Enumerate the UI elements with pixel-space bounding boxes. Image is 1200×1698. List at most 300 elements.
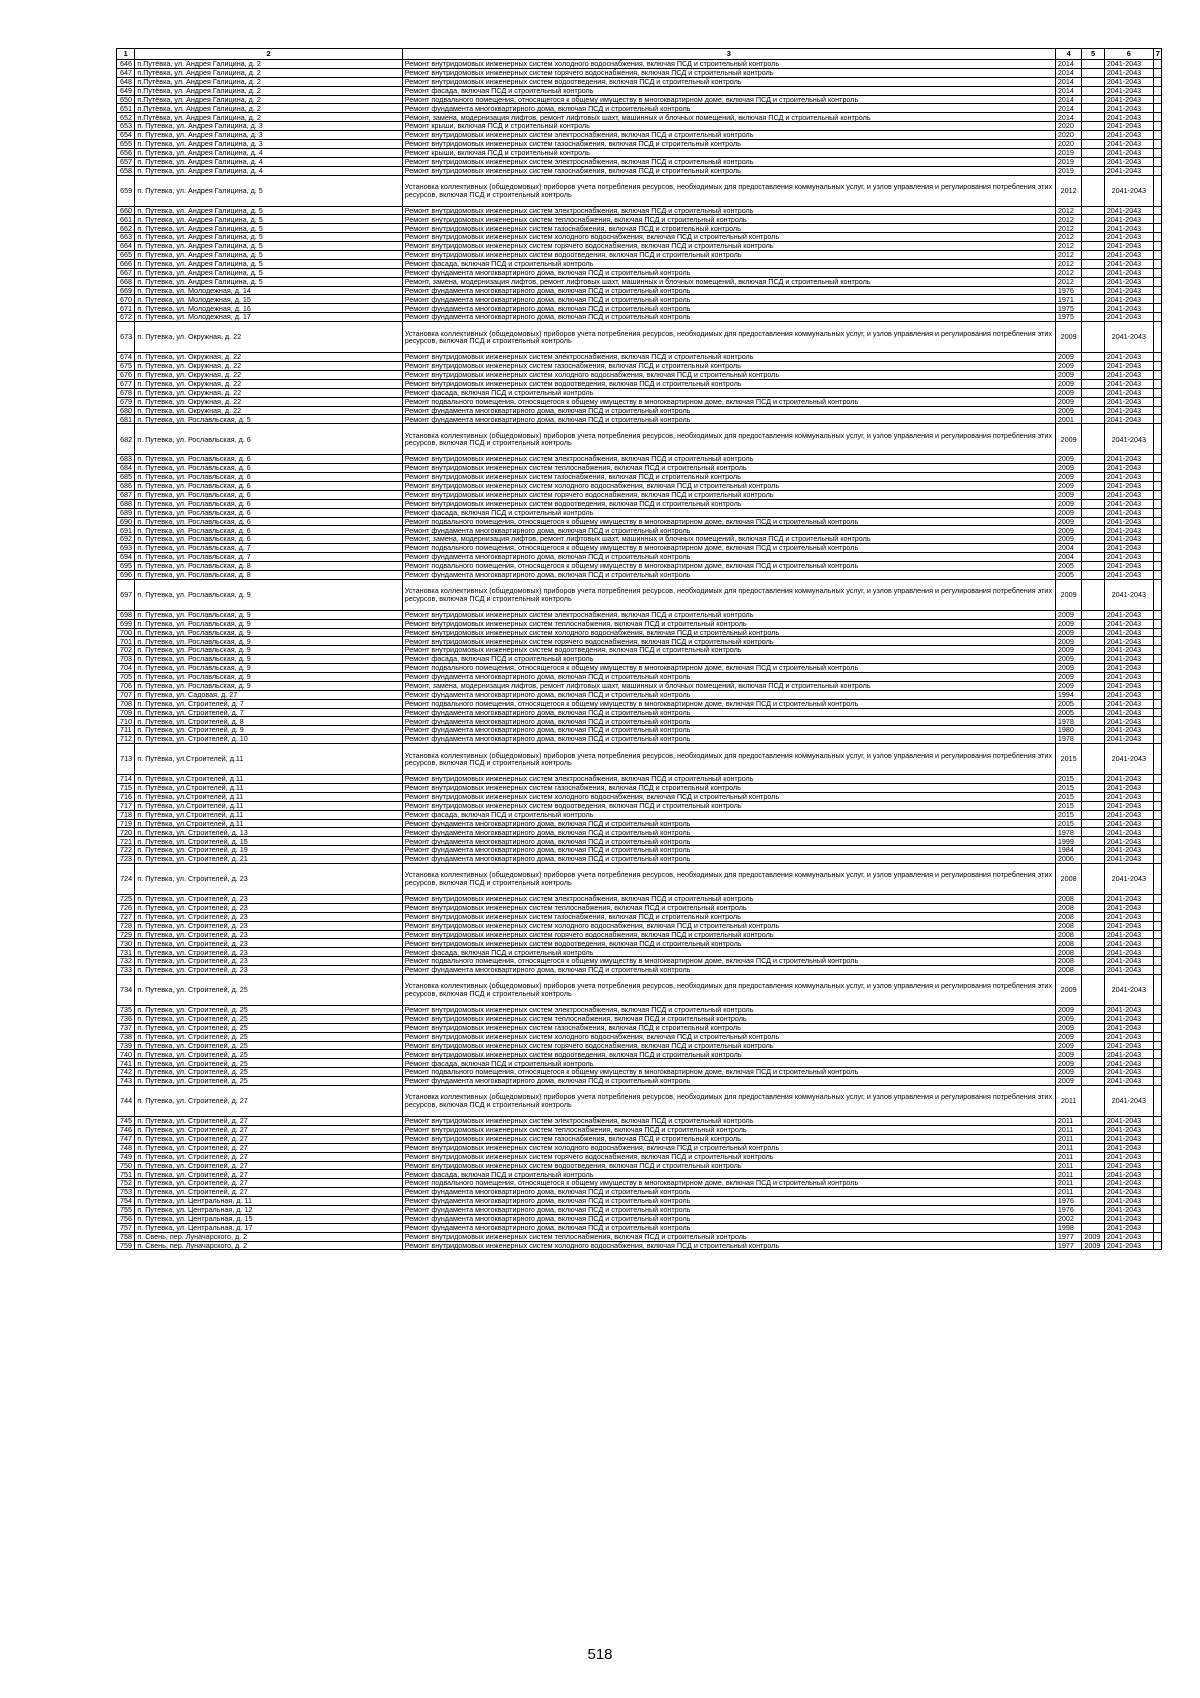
col7-cell (1153, 113, 1161, 122)
row-number: 741 (117, 1059, 135, 1068)
period-cell: 2041-2043 (1104, 157, 1153, 166)
table-row (117, 699, 1162, 708)
year-cell: 1984 (1055, 846, 1082, 855)
year2-cell (1082, 95, 1104, 104)
table-row (117, 1006, 1162, 1015)
row-number: 748 (117, 1143, 135, 1152)
period-cell: 2041-2043 (1104, 1170, 1153, 1179)
period-cell: 2041-2043 (1104, 1152, 1153, 1161)
period-cell: 2041-2043 (1104, 1014, 1153, 1023)
year2-cell (1082, 957, 1104, 966)
address-cell: п. Путевка, ул. Строителей, д. 27 (135, 1117, 402, 1126)
year-cell: 2009 (1055, 579, 1082, 610)
row-number: 647 (117, 68, 135, 77)
table-row (117, 406, 1162, 415)
header-cell: 7 (1153, 49, 1161, 60)
work-type-cell: Ремонт внутридомовых инженерных систем электроснабжения, включая ПСД и строительный контроль (402, 1117, 1055, 1126)
period-cell: 2041-2043 (1104, 1023, 1153, 1032)
year2-cell (1082, 628, 1104, 637)
col7-cell (1153, 313, 1161, 322)
work-type-cell: Установка коллективных (общедомовых) приборов учета потребления ресурсов, необходимых для предоставления коммунальных услуг, и узлов управления и регулирования потребления этих ресурсов, включая ПСД и строительный контроль (402, 579, 1055, 610)
period-cell: 2041-2043 (1104, 619, 1153, 628)
year-cell: 2009 (1055, 473, 1082, 482)
year2-cell (1082, 1041, 1104, 1050)
col7-cell (1153, 1059, 1161, 1068)
year-cell: 2008 (1055, 864, 1082, 895)
col7-cell (1153, 379, 1161, 388)
row-number: 723 (117, 855, 135, 864)
address-cell: п. Путевка, ул. Строителей, д. 27 (135, 1161, 402, 1170)
period-cell: 2041-2043 (1104, 921, 1153, 930)
table-row (117, 792, 1162, 801)
period-cell: 2041-2043 (1104, 353, 1153, 362)
work-type-cell: Ремонт внутридомовых инженерных систем газоснабжения, включая ПСД и строительный контроль (402, 224, 1055, 233)
header-cell: 3 (402, 49, 1055, 60)
year-cell: 2019 (1055, 157, 1082, 166)
address-cell: п. Путевка, ул. Строителей, д. 27 (135, 1086, 402, 1117)
col7-cell (1153, 1077, 1161, 1086)
work-type-cell: Ремонт фасада, включая ПСД и строительный контроль (402, 388, 1055, 397)
period-cell: 2041-2043 (1104, 277, 1153, 286)
year-cell: 2011 (1055, 1117, 1082, 1126)
work-type-cell: Ремонт внутридомовых инженерных систем газоснабжения, включая ПСД и строительный контроль (402, 166, 1055, 175)
period-cell: 2041-2043 (1104, 1214, 1153, 1223)
row-number: 694 (117, 553, 135, 562)
col7-cell (1153, 726, 1161, 735)
work-type-cell: Ремонт, замена, модернизация лифтов, ремонт лифтовых шахт, машинных и блочных помещений, включая ПСД и строительный контроль (402, 277, 1055, 286)
period-cell: 2041-2043 (1104, 233, 1153, 242)
work-type-cell: Ремонт, замена, модернизация лифтов, ремонт лифтовых шахт, машинных и блочных помещений, включая ПСД и строительный контроль (402, 113, 1055, 122)
work-type-cell: Ремонт внутридомовых инженерных систем горячего водоснабжения, включая ПСД и строительный контроль (402, 242, 1055, 251)
row-number: 759 (117, 1241, 135, 1250)
year-cell: 2009 (1055, 424, 1082, 455)
address-cell: п.Путёвка, ул. Андрея Галицина, д. 2 (135, 113, 402, 122)
year-cell: 2012 (1055, 233, 1082, 242)
table-row (117, 681, 1162, 690)
table-row (117, 957, 1162, 966)
work-type-cell: Ремонт внутридомовых инженерных систем газоснабжения, включая ПСД и строительный контроль (402, 1134, 1055, 1143)
row-number: 706 (117, 681, 135, 690)
col7-cell (1153, 86, 1161, 95)
col7-cell (1153, 775, 1161, 784)
period-cell: 2041-2043 (1104, 939, 1153, 948)
year2-cell (1082, 975, 1104, 1006)
work-type-cell: Ремонт подвального помещения, относящегося к общему имуществу в многоквартирном доме, включая ПСД и строительный контроль (402, 517, 1055, 526)
period-cell: 2041-2043 (1104, 1143, 1153, 1152)
table-row (117, 637, 1162, 646)
address-cell: п. Путевка, ул. Рославльская, д. 9 (135, 610, 402, 619)
work-type-cell: Установка коллективных (общедомовых) приборов учета потребления ресурсов, необходимых для предоставления коммунальных услуг, и узлов управления и регулирования потребления этих ресурсов, включая ПСД и строительный контроль (402, 1086, 1055, 1117)
col7-cell (1153, 1232, 1161, 1241)
col7-cell (1153, 939, 1161, 948)
col7-cell (1153, 1205, 1161, 1214)
address-cell: п. Путевка, ул. Рославльская, д. 9 (135, 628, 402, 637)
work-type-cell: Ремонт фундамента многоквартирного дома, включая ПСД и строительный контроль (402, 406, 1055, 415)
col7-cell (1153, 455, 1161, 464)
year2-cell (1082, 646, 1104, 655)
col7-cell (1153, 242, 1161, 251)
address-cell: п. Путевка, ул. Рославльская, д. 9 (135, 637, 402, 646)
year-cell: 2009 (1055, 481, 1082, 490)
year2-cell (1082, 855, 1104, 864)
table-row (117, 664, 1162, 673)
col7-cell (1153, 499, 1161, 508)
period-cell: 2041-2043 (1104, 1161, 1153, 1170)
period-cell: 2041-2043 (1104, 1077, 1153, 1086)
col7-cell (1153, 95, 1161, 104)
table-row (117, 939, 1162, 948)
table-row (117, 1152, 1162, 1161)
table-row (117, 388, 1162, 397)
year2-cell (1082, 455, 1104, 464)
period-cell: 2041-2043 (1104, 646, 1153, 655)
col7-cell (1153, 1152, 1161, 1161)
year-cell: 2012 (1055, 215, 1082, 224)
address-cell: п.Путёвка, ул. Андрея Галицина, д. 2 (135, 68, 402, 77)
period-cell: 2041-2043 (1104, 975, 1153, 1006)
col7-cell (1153, 526, 1161, 535)
year-cell: 2012 (1055, 277, 1082, 286)
col7-cell (1153, 215, 1161, 224)
address-cell: п. Путевка, ул. Строителей, д. 23 (135, 966, 402, 975)
table-row (117, 268, 1162, 277)
row-number: 653 (117, 122, 135, 131)
year-cell: 2008 (1055, 948, 1082, 957)
row-number: 720 (117, 828, 135, 837)
year2-cell (1082, 895, 1104, 904)
col7-cell (1153, 1014, 1161, 1023)
period-cell: 2041-2043 (1104, 1179, 1153, 1188)
period-cell: 2041-2043 (1104, 362, 1153, 371)
address-cell: п. Путевка, ул. Строителей, д. 25 (135, 1041, 402, 1050)
table-row (117, 895, 1162, 904)
year-cell: 2019 (1055, 166, 1082, 175)
year-cell: 2009 (1055, 455, 1082, 464)
table-row (117, 526, 1162, 535)
row-number: 681 (117, 415, 135, 424)
col7-cell (1153, 579, 1161, 610)
work-type-cell: Ремонт крыши, включая ПСД и строительный контроль (402, 122, 1055, 131)
col7-cell (1153, 277, 1161, 286)
row-number: 712 (117, 735, 135, 744)
table-row (117, 1041, 1162, 1050)
work-type-cell: Ремонт внутридомовых инженерных систем горячего водоснабжения, включая ПСД и строительный контроль (402, 1041, 1055, 1050)
table-row (117, 322, 1162, 353)
address-cell: п. Путевка, ул. Строителей, д. 23 (135, 948, 402, 957)
period-cell: 2041-2043 (1104, 735, 1153, 744)
col7-cell (1153, 828, 1161, 837)
year2-cell (1082, 1179, 1104, 1188)
address-cell: п. Путевка, ул. Окружная, д. 22 (135, 379, 402, 388)
row-number: 654 (117, 131, 135, 140)
year2-cell (1082, 637, 1104, 646)
address-cell: п. Путёвка, ул.Строителей, д.11 (135, 775, 402, 784)
period-cell: 2041-2043 (1104, 655, 1153, 664)
year-cell: 2014 (1055, 95, 1082, 104)
table-row (117, 259, 1162, 268)
year-cell: 2009 (1055, 322, 1082, 353)
row-number: 717 (117, 801, 135, 810)
col7-cell (1153, 157, 1161, 166)
period-cell: 2041-2043 (1104, 379, 1153, 388)
year-cell: 2006 (1055, 855, 1082, 864)
period-cell: 2041-2043 (1104, 242, 1153, 251)
address-cell: п. Путевка, ул. Рославльская, д. 9 (135, 681, 402, 690)
year-cell: 2005 (1055, 699, 1082, 708)
year-cell: 2008 (1055, 903, 1082, 912)
address-cell: п. Путёвка, ул.Строителей, д.11 (135, 784, 402, 793)
col7-cell (1153, 104, 1161, 113)
table-row (117, 353, 1162, 362)
row-number: 662 (117, 224, 135, 233)
address-cell: п. Путёвка, ул.Строителей, д.11 (135, 792, 402, 801)
col7-cell (1153, 837, 1161, 846)
header-cell: 6 (1104, 49, 1153, 60)
work-type-cell: Ремонт внутридомовых инженерных систем водоотведения, включая ПСД и строительный контроль (402, 77, 1055, 86)
year2-cell: 2009 (1082, 1232, 1104, 1241)
period-cell: 2041-2043 (1104, 224, 1153, 233)
row-number: 707 (117, 690, 135, 699)
col7-cell (1153, 1179, 1161, 1188)
col7-cell (1153, 784, 1161, 793)
col7-cell (1153, 792, 1161, 801)
period-cell: 2041-2043 (1104, 313, 1153, 322)
address-cell: п. Путевка, ул. Строителей, д. 25 (135, 1023, 402, 1032)
period-cell: 2041-2043 (1104, 215, 1153, 224)
address-cell: п. Путевка, ул. Строителей, д. 27 (135, 1125, 402, 1134)
period-cell: 2041-2043 (1104, 672, 1153, 681)
table-row (117, 855, 1162, 864)
table-row (117, 930, 1162, 939)
period-cell: 2041-2043 (1104, 628, 1153, 637)
row-number: 660 (117, 206, 135, 215)
table-row (117, 1125, 1162, 1134)
year2-cell (1082, 1188, 1104, 1197)
col7-cell (1153, 286, 1161, 295)
year2-cell (1082, 921, 1104, 930)
year2-cell (1082, 415, 1104, 424)
row-number: 663 (117, 233, 135, 242)
address-cell: п.Путёвка, ул. Андрея Галицина, д. 2 (135, 77, 402, 86)
year-cell: 2011 (1055, 1134, 1082, 1143)
work-type-cell: Ремонт фундамента многоквартирного дома, включая ПСД и строительный контроль (402, 690, 1055, 699)
work-type-cell: Ремонт фундамента многоквартирного дома, включая ПСД и строительный контроль (402, 1077, 1055, 1086)
year2-cell (1082, 206, 1104, 215)
col7-cell (1153, 664, 1161, 673)
address-cell: п.Путёвка, ул. Андрея Галицина, д. 2 (135, 104, 402, 113)
year-cell: 2009 (1055, 1014, 1082, 1023)
address-cell: п. Путевка, ул. Строителей, д. 9 (135, 726, 402, 735)
row-number: 755 (117, 1205, 135, 1214)
row-number: 649 (117, 86, 135, 95)
table-row (117, 379, 1162, 388)
address-cell: п. Путевка, ул. Садовая, д. 27 (135, 690, 402, 699)
work-type-cell: Ремонт внутридомовых инженерных систем холодного водоснабжения, включая ПСД и строительный контроль (402, 233, 1055, 242)
year2-cell (1082, 726, 1104, 735)
work-type-cell: Установка коллективных (общедомовых) приборов учета потребления ресурсов, необходимых для предоставления коммунальных услуг, и узлов управления и регулирования потребления этих ресурсов, включая ПСД и строительный контроль (402, 175, 1055, 206)
address-cell: п. Путевка, ул. Центральная, д. 17 (135, 1223, 402, 1232)
table-row (117, 1179, 1162, 1188)
work-type-cell: Установка коллективных (общедомовых) приборов учета потребления ресурсов, необходимых для предоставления коммунальных услуг, и узлов управления и регулирования потребления этих ресурсов, включая ПСД и строительный контроль (402, 322, 1055, 353)
header-cell: 4 (1055, 49, 1082, 60)
table-row (117, 1143, 1162, 1152)
table-row (117, 646, 1162, 655)
year2-cell (1082, 481, 1104, 490)
col7-cell (1153, 464, 1161, 473)
work-type-cell: Ремонт внутридомовых инженерных систем горячего водоснабжения, включая ПСД и строительный контроль (402, 1152, 1055, 1161)
work-type-cell: Ремонт внутридомовых инженерных систем теплоснабжения, включая ПСД и строительный контроль (402, 1125, 1055, 1134)
row-number: 738 (117, 1032, 135, 1041)
year2-cell (1082, 717, 1104, 726)
year2-cell (1082, 508, 1104, 517)
col7-cell (1153, 544, 1161, 553)
col7-cell (1153, 957, 1161, 966)
year-cell: 2008 (1055, 930, 1082, 939)
work-type-cell: Ремонт внутридомовых инженерных систем холодного водоснабжения, включая ПСД и строительный контроль (402, 792, 1055, 801)
table-row (117, 517, 1162, 526)
row-number: 752 (117, 1179, 135, 1188)
col7-cell (1153, 975, 1161, 1006)
col7-cell (1153, 744, 1161, 775)
year-cell: 1999 (1055, 837, 1082, 846)
period-cell: 2041-2043 (1104, 464, 1153, 473)
period-cell: 2041-2043 (1104, 286, 1153, 295)
work-type-cell: Ремонт фундамента многоквартирного дома, включая ПСД и строительный контроль (402, 1223, 1055, 1232)
table-row (117, 717, 1162, 726)
col7-cell (1153, 175, 1161, 206)
row-number: 718 (117, 810, 135, 819)
row-number: 699 (117, 619, 135, 628)
year-cell: 2009 (1055, 619, 1082, 628)
period-cell: 2041-2043 (1104, 1068, 1153, 1077)
period-cell: 2041-2043 (1104, 68, 1153, 77)
work-type-cell: Ремонт внутридомовых инженерных систем теплоснабжения, включая ПСД и строительный контроль (402, 1232, 1055, 1241)
col7-cell (1153, 362, 1161, 371)
work-type-cell: Ремонт внутридомовых инженерных систем теплоснабжения, включая ПСД и строительный контроль (402, 464, 1055, 473)
address-cell: п. Путевка, ул. Строителей, д. 23 (135, 864, 402, 895)
address-cell: п. Путевка, ул. Окружная, д. 22 (135, 397, 402, 406)
work-type-cell: Ремонт внутридомовых инженерных систем водоотведения, включая ПСД и строительный контроль (402, 499, 1055, 508)
work-type-cell: Ремонт подвального помещения, относящегося к общему имуществу в многоквартирном доме, включая ПСД и строительный контроль (402, 1179, 1055, 1188)
address-cell: п. Путевка, ул. Андрея Галицина, д. 4 (135, 157, 402, 166)
col7-cell (1153, 481, 1161, 490)
col7-cell (1153, 655, 1161, 664)
col7-cell (1153, 415, 1161, 424)
address-cell: п.Путёвка, ул. Андрея Галицина, д. 2 (135, 86, 402, 95)
col7-cell (1153, 388, 1161, 397)
year-cell: 2020 (1055, 131, 1082, 140)
year2-cell (1082, 304, 1104, 313)
work-type-cell: Ремонт внутридомовых инженерных систем горячего водоснабжения, включая ПСД и строительный контроль (402, 490, 1055, 499)
row-number: 658 (117, 166, 135, 175)
year2-cell (1082, 846, 1104, 855)
address-cell: п. Путевка, ул. Рославльская, д. 6 (135, 464, 402, 473)
period-cell: 2041-2043 (1104, 1050, 1153, 1059)
work-type-cell: Ремонт фасада, включая ПСД и строительный контроль (402, 948, 1055, 957)
period-cell: 2041-2043 (1104, 259, 1153, 268)
year-cell: 2011 (1055, 1170, 1082, 1179)
row-number: 684 (117, 464, 135, 473)
address-cell: п. Путевка, ул. Рославльская, д. 6 (135, 526, 402, 535)
period-cell: 2041-2043 (1104, 553, 1153, 562)
year-cell: 2001 (1055, 415, 1082, 424)
col7-cell (1153, 122, 1161, 131)
col7-cell (1153, 553, 1161, 562)
row-number: 659 (117, 175, 135, 206)
address-cell: п. Путевка, ул. Рославльская, д. 7 (135, 544, 402, 553)
col7-cell (1153, 517, 1161, 526)
year2-cell (1082, 277, 1104, 286)
table-row (117, 499, 1162, 508)
table-row (117, 362, 1162, 371)
table-row (117, 975, 1162, 1006)
table-row (117, 570, 1162, 579)
row-number: 700 (117, 628, 135, 637)
col7-cell (1153, 1117, 1161, 1126)
year2-cell (1082, 148, 1104, 157)
row-number: 739 (117, 1041, 135, 1050)
address-cell: п. Путевка, ул. Центральная, д. 12 (135, 1205, 402, 1214)
row-number: 732 (117, 957, 135, 966)
address-cell: п.Путёвка, ул. Андрея Галицина, д. 2 (135, 95, 402, 104)
address-cell: п. Путевка, ул. Андрея Галицина, д. 5 (135, 206, 402, 215)
work-type-cell: Ремонт внутридомовых инженерных систем электроснабжения, включая ПСД и строительный контроль (402, 206, 1055, 215)
col7-cell (1153, 1041, 1161, 1050)
period-cell: 2041-2043 (1104, 415, 1153, 424)
col7-cell (1153, 148, 1161, 157)
col7-cell (1153, 473, 1161, 482)
work-type-cell: Ремонт внутридомовых инженерных систем холодного водоснабжения, включая ПСД и строительный контроль (402, 1143, 1055, 1152)
year-cell: 2014 (1055, 86, 1082, 95)
year-cell: 1971 (1055, 295, 1082, 304)
period-cell: 2041-2043 (1104, 86, 1153, 95)
period-cell: 2041-2043 (1104, 104, 1153, 113)
year2-cell (1082, 775, 1104, 784)
address-cell: п. Путевка, ул. Строителей, д. 25 (135, 975, 402, 1006)
table-row (117, 86, 1162, 95)
work-type-cell: Ремонт фундамента многоквартирного дома, включая ПСД и строительный контроль (402, 819, 1055, 828)
col7-cell (1153, 251, 1161, 260)
year2-cell (1082, 175, 1104, 206)
works-table (116, 48, 1162, 1250)
address-cell: п. Путевка, ул. Строителей, д. 27 (135, 1179, 402, 1188)
address-cell: п. Путевка, ул. Рославльская, д. 6 (135, 455, 402, 464)
year-cell: 2009 (1055, 388, 1082, 397)
col7-cell (1153, 259, 1161, 268)
table-row (117, 122, 1162, 131)
table-row (117, 1023, 1162, 1032)
work-type-cell: Ремонт фасада, включая ПСД и строительный контроль (402, 259, 1055, 268)
period-cell: 2041-2043 (1104, 535, 1153, 544)
address-cell: п. Путевка, ул. Рославльская, д. 8 (135, 570, 402, 579)
period-cell: 2041-2043 (1104, 166, 1153, 175)
table-row (117, 1134, 1162, 1143)
table-row (117, 837, 1162, 846)
address-cell: п. Путевка, ул. Рославльская, д. 5 (135, 415, 402, 424)
year-cell: 2008 (1055, 921, 1082, 930)
work-type-cell: Установка коллективных (общедомовых) приборов учета потребления ресурсов, необходимых для предоставления коммунальных услуг, и узлов управления и регулирования потребления этих ресурсов, включая ПСД и строительный контроль (402, 424, 1055, 455)
year2-cell (1082, 837, 1104, 846)
period-cell: 2041-2043 (1104, 828, 1153, 837)
period-cell: 2041-2043 (1104, 113, 1153, 122)
address-cell: п. Путевка, ул. Строителей, д. 23 (135, 912, 402, 921)
year2-cell: 2009 (1082, 1241, 1104, 1250)
year2-cell (1082, 735, 1104, 744)
header-row (117, 49, 1162, 60)
row-number: 753 (117, 1188, 135, 1197)
col7-cell (1153, 490, 1161, 499)
page-number: 518 (587, 1646, 613, 1663)
